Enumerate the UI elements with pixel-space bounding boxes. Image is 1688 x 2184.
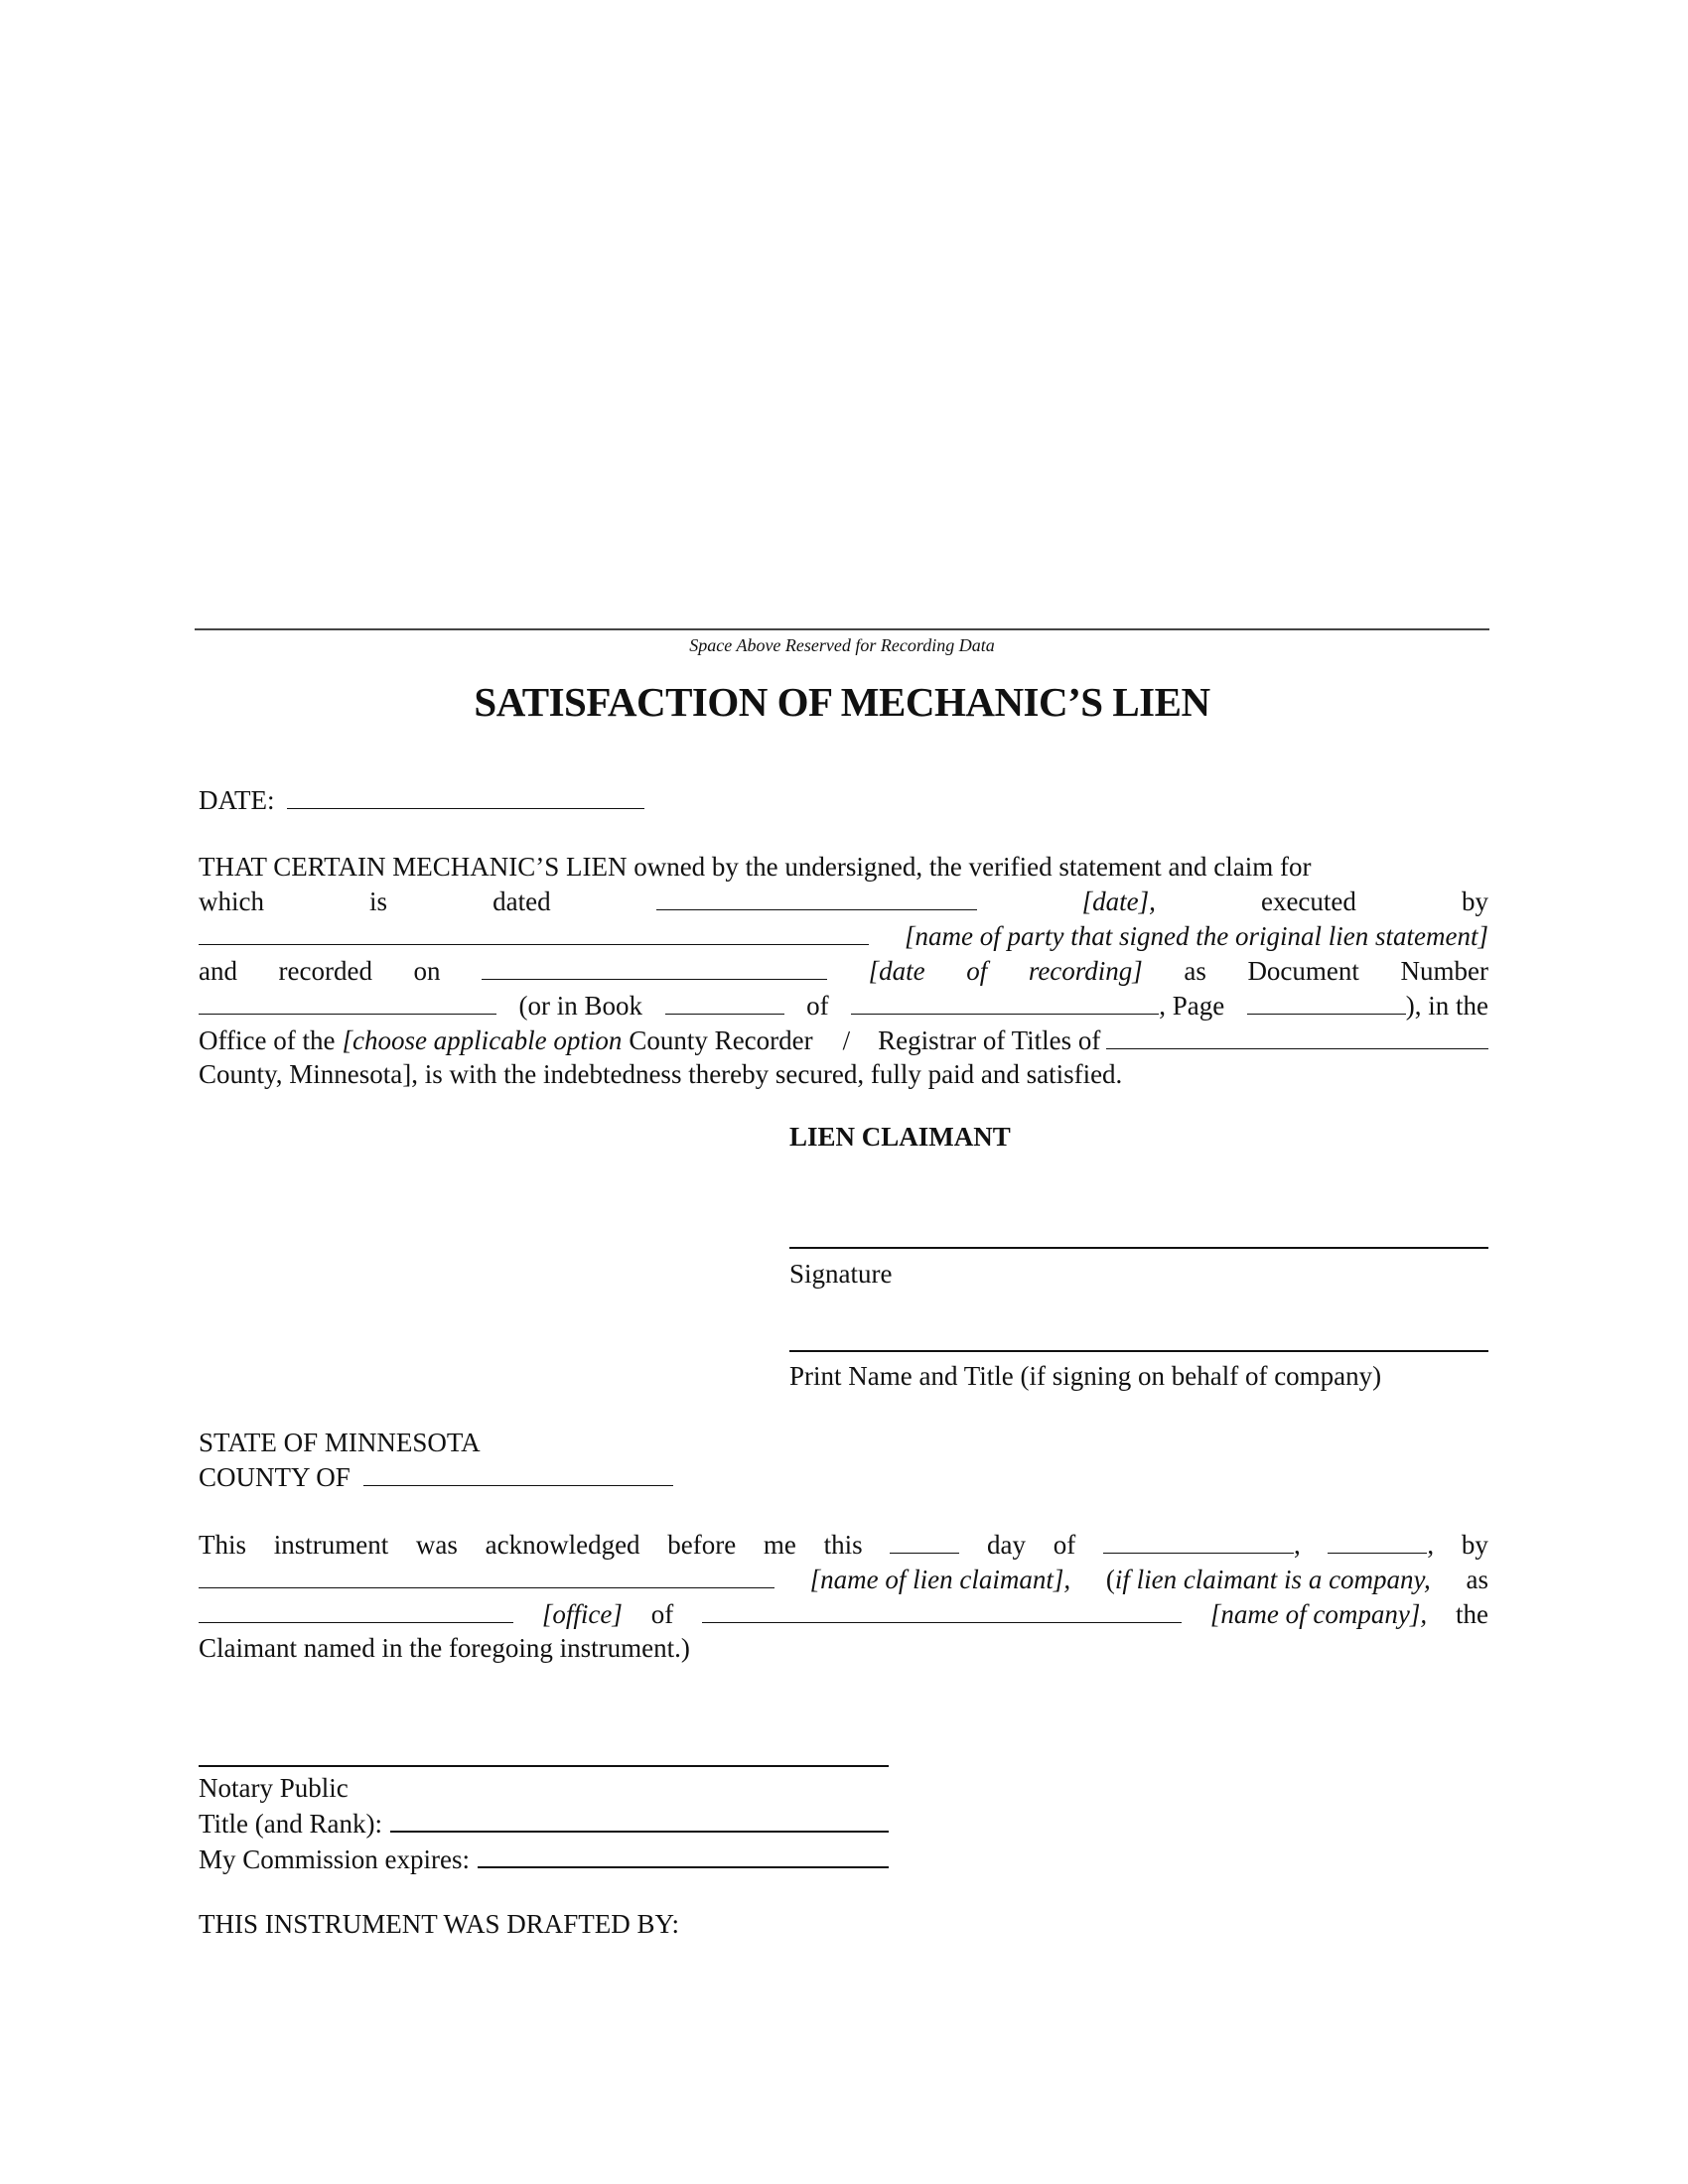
signing-party-placeholder: [name of party that signed the original lien statement] xyxy=(905,921,1488,951)
notary-signature-line[interactable] xyxy=(199,1765,889,1767)
ack-line-4-text: Claimant named in the foregoing instrument.) xyxy=(199,1633,690,1663)
word-and: and xyxy=(199,956,237,986)
notary-block xyxy=(199,1771,889,1876)
ack-line-1 xyxy=(199,1527,1488,1562)
paragraph-line-3 xyxy=(199,918,1488,953)
choose-option-placeholder: [choose applicable option xyxy=(342,1025,623,1055)
title-rank-row xyxy=(199,1805,889,1841)
date-blank[interactable] xyxy=(287,782,644,809)
company-placeholder: [name of company], xyxy=(1209,1599,1428,1629)
acknowledgment-paragraph xyxy=(199,1527,1488,1665)
commission-blank[interactable] xyxy=(478,1841,889,1868)
ack-month-blank[interactable] xyxy=(1103,1527,1294,1554)
ack-line-3 xyxy=(199,1596,1488,1631)
office-blank[interactable] xyxy=(199,1596,513,1623)
ack-word-me: me xyxy=(763,1530,796,1560)
ack-word-this-2: this xyxy=(823,1530,863,1560)
county-row xyxy=(199,1459,673,1494)
signing-party-blank[interactable] xyxy=(199,918,869,945)
state-label: STATE OF MINNESOTA xyxy=(199,1428,481,1457)
print-name-line[interactable] xyxy=(789,1350,1488,1352)
ack-day-blank[interactable] xyxy=(890,1527,959,1554)
commission-label: My Commission expires: xyxy=(199,1844,471,1874)
ack-year-group xyxy=(1328,1527,1434,1562)
ack-month-group xyxy=(1103,1527,1301,1562)
notary-public-label: Notary Public xyxy=(199,1773,349,1803)
book-location-group xyxy=(851,988,1224,1023)
paragraph-line-7 xyxy=(199,1057,1488,1091)
title-rank-blank[interactable] xyxy=(390,1805,889,1833)
ack-company-clause xyxy=(1106,1563,1431,1596)
recording-placeholder-date: [date xyxy=(868,956,925,986)
word-document: Document xyxy=(1247,956,1359,986)
paragraph-line-1 xyxy=(199,850,1488,884)
county-recorder-text: County Recorder xyxy=(629,1025,813,1055)
paragraph-line-7-text: County, Minnesota], is with the indebtedness thereby secured, fully paid and satisfied. xyxy=(199,1059,1123,1089)
office-placeholder: [office] xyxy=(541,1599,623,1629)
ack-word-by: by xyxy=(1461,1530,1488,1560)
drafted-by-label: THIS INSTRUMENT WAS DRAFTED BY: xyxy=(199,1909,680,1939)
ack-word-day: day xyxy=(987,1530,1027,1560)
registrar-text: Registrar of Titles of xyxy=(878,1025,1101,1055)
document-number-blank[interactable] xyxy=(199,988,496,1015)
page-group xyxy=(1247,988,1488,1023)
date-label: DATE: xyxy=(199,785,275,815)
paragraph-line-4 xyxy=(199,953,1488,988)
signature-label: Signature xyxy=(789,1259,893,1289)
ack-line-2 xyxy=(199,1562,1488,1596)
recording-space-note: Space Above Reserved for Recording Data xyxy=(689,635,995,655)
company-name-blank[interactable] xyxy=(702,1596,1182,1623)
ack-open-paren: ( xyxy=(1105,1565,1115,1594)
page-label: , Page xyxy=(1159,991,1225,1021)
book-blank[interactable] xyxy=(665,988,784,1015)
ack-word-the: the xyxy=(1455,1599,1488,1629)
office-of-the-text: Office of the xyxy=(199,1025,336,1055)
word-recorded: recorded xyxy=(278,956,372,986)
option-separator: / xyxy=(842,1025,851,1055)
recording-placeholder-of: of xyxy=(966,956,988,986)
lien-claimant-placeholder: [name of lien claimant], xyxy=(809,1565,1071,1594)
ack-word-of-2: of xyxy=(650,1599,674,1629)
ack-word-of: of xyxy=(1053,1530,1076,1560)
book-location-blank[interactable] xyxy=(851,988,1159,1015)
page-blank[interactable] xyxy=(1247,988,1406,1015)
registrar-county-blank[interactable] xyxy=(1106,1023,1488,1049)
lien-date-blank[interactable] xyxy=(656,884,977,910)
print-name-label: Print Name and Title (if signing on behalf of company) xyxy=(789,1361,1382,1391)
word-by: by xyxy=(1461,887,1488,916)
county-blank[interactable] xyxy=(363,1459,673,1486)
ack-word-as: as xyxy=(1466,1565,1488,1594)
ack-word-was: was xyxy=(415,1530,458,1560)
ack-comma-1: , xyxy=(1293,1530,1301,1560)
ack-word-instrument: instrument xyxy=(273,1530,389,1560)
company-clause-placeholder: if lien claimant is a company, xyxy=(1114,1565,1431,1594)
recording-space-divider xyxy=(195,628,1489,630)
word-number: Number xyxy=(1400,956,1488,986)
recording-placeholder-recording: recording] xyxy=(1028,956,1143,986)
word-which: which xyxy=(199,887,264,916)
word-of: of xyxy=(806,991,829,1021)
title-rank-label: Title (and Rank): xyxy=(199,1809,382,1839)
word-is: is xyxy=(369,887,388,916)
paragraph-line-2 xyxy=(199,884,1488,918)
lien-claimant-name-blank[interactable] xyxy=(199,1562,774,1588)
date-placeholder: [date], xyxy=(1081,887,1156,916)
paragraph-line-5 xyxy=(199,988,1488,1023)
in-the-text: ), in the xyxy=(1405,991,1488,1021)
recording-date-blank[interactable] xyxy=(482,953,827,980)
signature-line[interactable] xyxy=(789,1247,1488,1249)
ack-word-acknowledged: acknowledged xyxy=(485,1530,640,1560)
paragraph-line-6 xyxy=(199,1023,1488,1057)
word-executed: executed xyxy=(1260,887,1356,916)
word-on: on xyxy=(413,956,441,986)
county-label: COUNTY OF xyxy=(199,1462,351,1492)
paragraph-line-1-text: THAT CERTAIN MECHANIC’S LIEN owned by the undersigned, the verified statement and claim for xyxy=(199,852,1312,882)
word-dated: dated xyxy=(492,887,551,916)
ack-line-4 xyxy=(199,1631,1488,1665)
lien-claimant-heading: LIEN CLAIMANT xyxy=(789,1122,1011,1152)
word-as: as xyxy=(1184,956,1206,986)
date-row xyxy=(199,782,644,817)
ack-comma-2: , xyxy=(1427,1530,1435,1560)
ack-word-this: This xyxy=(199,1530,247,1560)
ack-year-blank[interactable] xyxy=(1328,1527,1427,1554)
ack-word-before: before xyxy=(667,1530,737,1560)
commission-row xyxy=(199,1841,889,1876)
or-in-book-text: (or in Book xyxy=(518,991,643,1021)
lien-paragraph xyxy=(199,850,1488,1091)
document-title: SATISFACTION OF MECHANIC’S LIEN xyxy=(474,679,1210,725)
